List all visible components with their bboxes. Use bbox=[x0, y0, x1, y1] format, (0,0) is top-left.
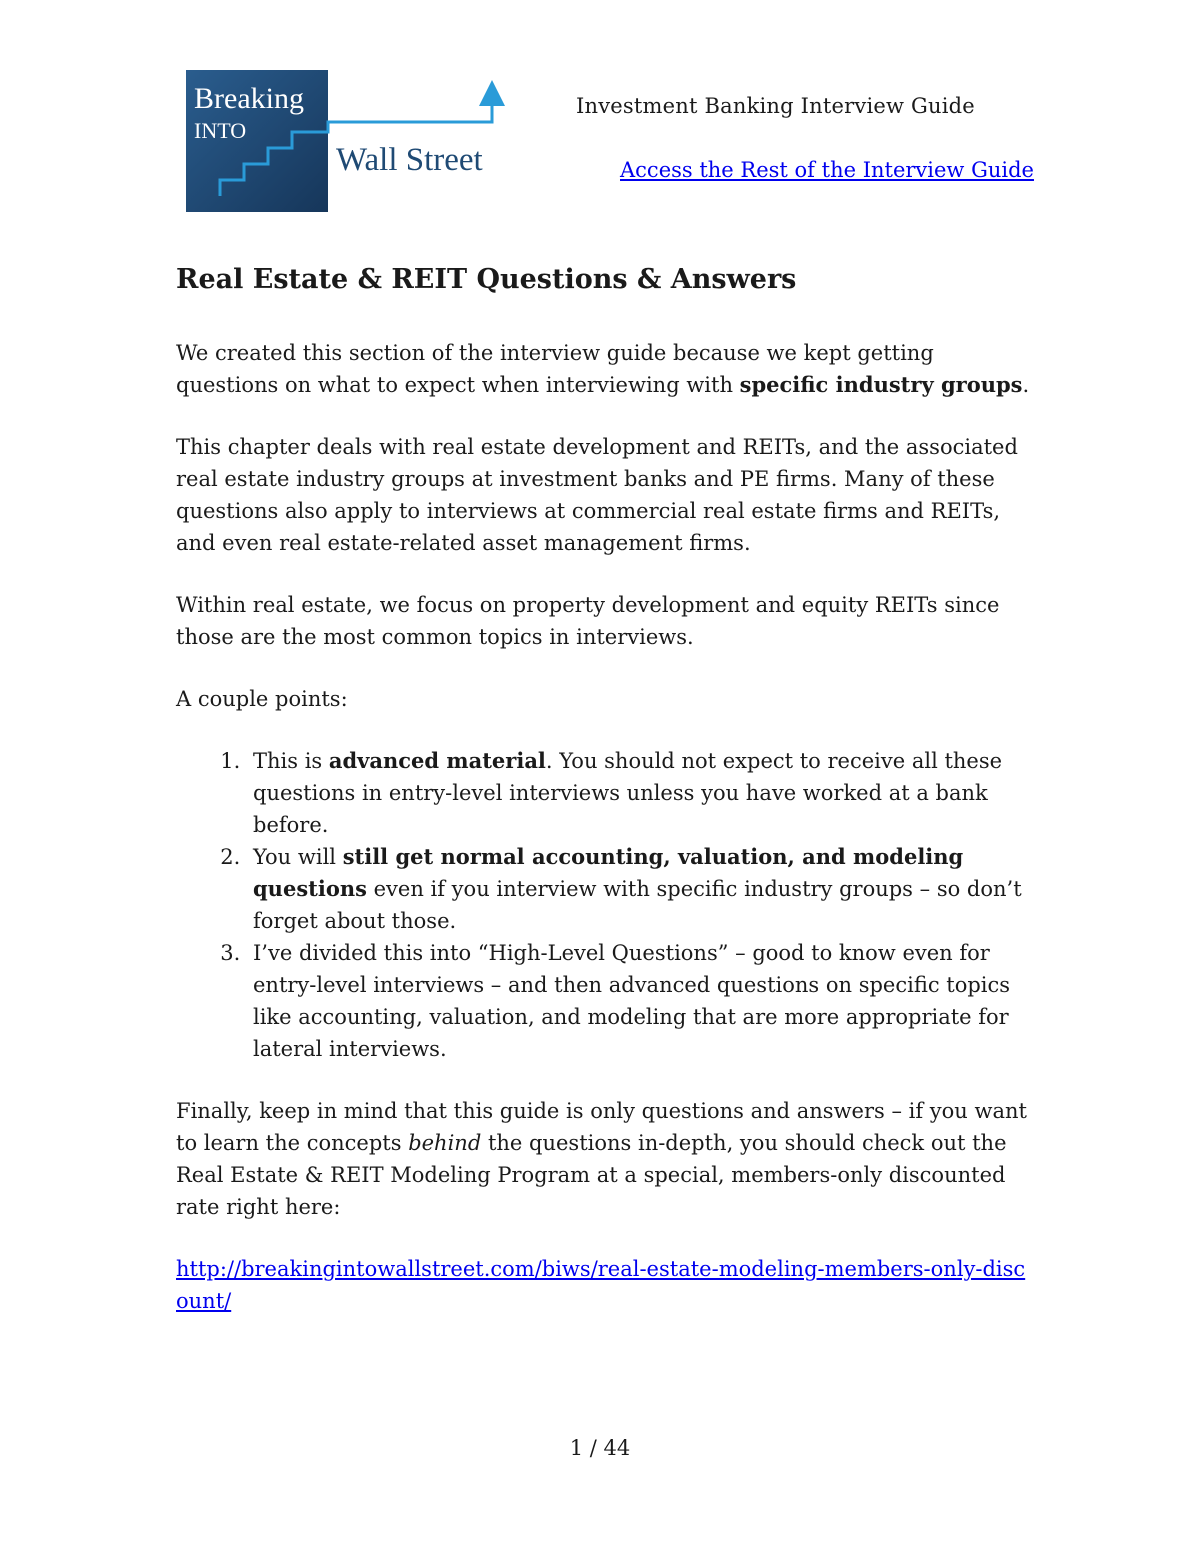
focus-paragraph: Within real estate, we focus on property development and equity REITs since those are the most common topics in interviews. bbox=[176, 593, 1000, 649]
points-list bbox=[176, 745, 1036, 1065]
list-item: 2. You will still get normal accounting, valuation, and modeling questions even if you interview with specific industry groups – so don’t forget about those. bbox=[247, 841, 1036, 937]
logo-graphic bbox=[186, 70, 516, 212]
logo-text-breaking: Breaking bbox=[194, 82, 304, 115]
logo-text-into: INTO bbox=[194, 118, 247, 143]
page-number: 1 / 44 bbox=[569, 1436, 631, 1460]
list-item: 1. This is advanced material. You should not expect to receive all these questions in entry-level interviews unless you have worked at a bank before. bbox=[247, 745, 1036, 841]
guide-title: Investment Banking Interview Guide bbox=[576, 94, 975, 118]
points-intro: A couple points: bbox=[176, 687, 348, 711]
logo-text-wall-street: Wall Street bbox=[336, 142, 483, 178]
closing-paragraph: Finally, keep in mind that this guide is only questions and answers – if you want to learn the concepts behind the questions in-depth, you should check out the Real Estate & REIT Modeling Program at a special, members-only discounted rate right here: bbox=[176, 1099, 1027, 1219]
arrow-up-icon bbox=[479, 80, 505, 106]
biws-logo bbox=[186, 70, 516, 212]
emphasis-text: specific industry groups bbox=[739, 372, 1023, 397]
chapter-paragraph: This chapter deals with real estate development and REITs, and the associated real estate industry groups at investment banks and PE firms. Many of these questions also apply to interviews at commercial real estate firms and REITs, and even real estate-related asset management firms. bbox=[176, 435, 1018, 555]
intro-paragraph: We created this section of the interview guide because we kept getting questions on what to expect when interviewing with specific industry groups. bbox=[176, 341, 1030, 397]
access-guide-link[interactable]: Access the Rest of the Interview Guide bbox=[620, 158, 1034, 182]
list-item: 3. I’ve divided this into “High-Level Questions” – good to know even for entry-level interviews – and then advanced questions on specific topics like accounting, valuation, and modeling that are more appropriate for lateral interviews. bbox=[247, 937, 1036, 1065]
document-body bbox=[176, 264, 1036, 1347]
program-url-paragraph bbox=[176, 1253, 1036, 1317]
program-url-link[interactable]: http://breakingintowallstreet.com/biws/real-estate-modeling-members-only-discount/ bbox=[176, 1257, 1026, 1313]
page-heading: Real Estate & REIT Questions & Answers bbox=[176, 264, 797, 295]
